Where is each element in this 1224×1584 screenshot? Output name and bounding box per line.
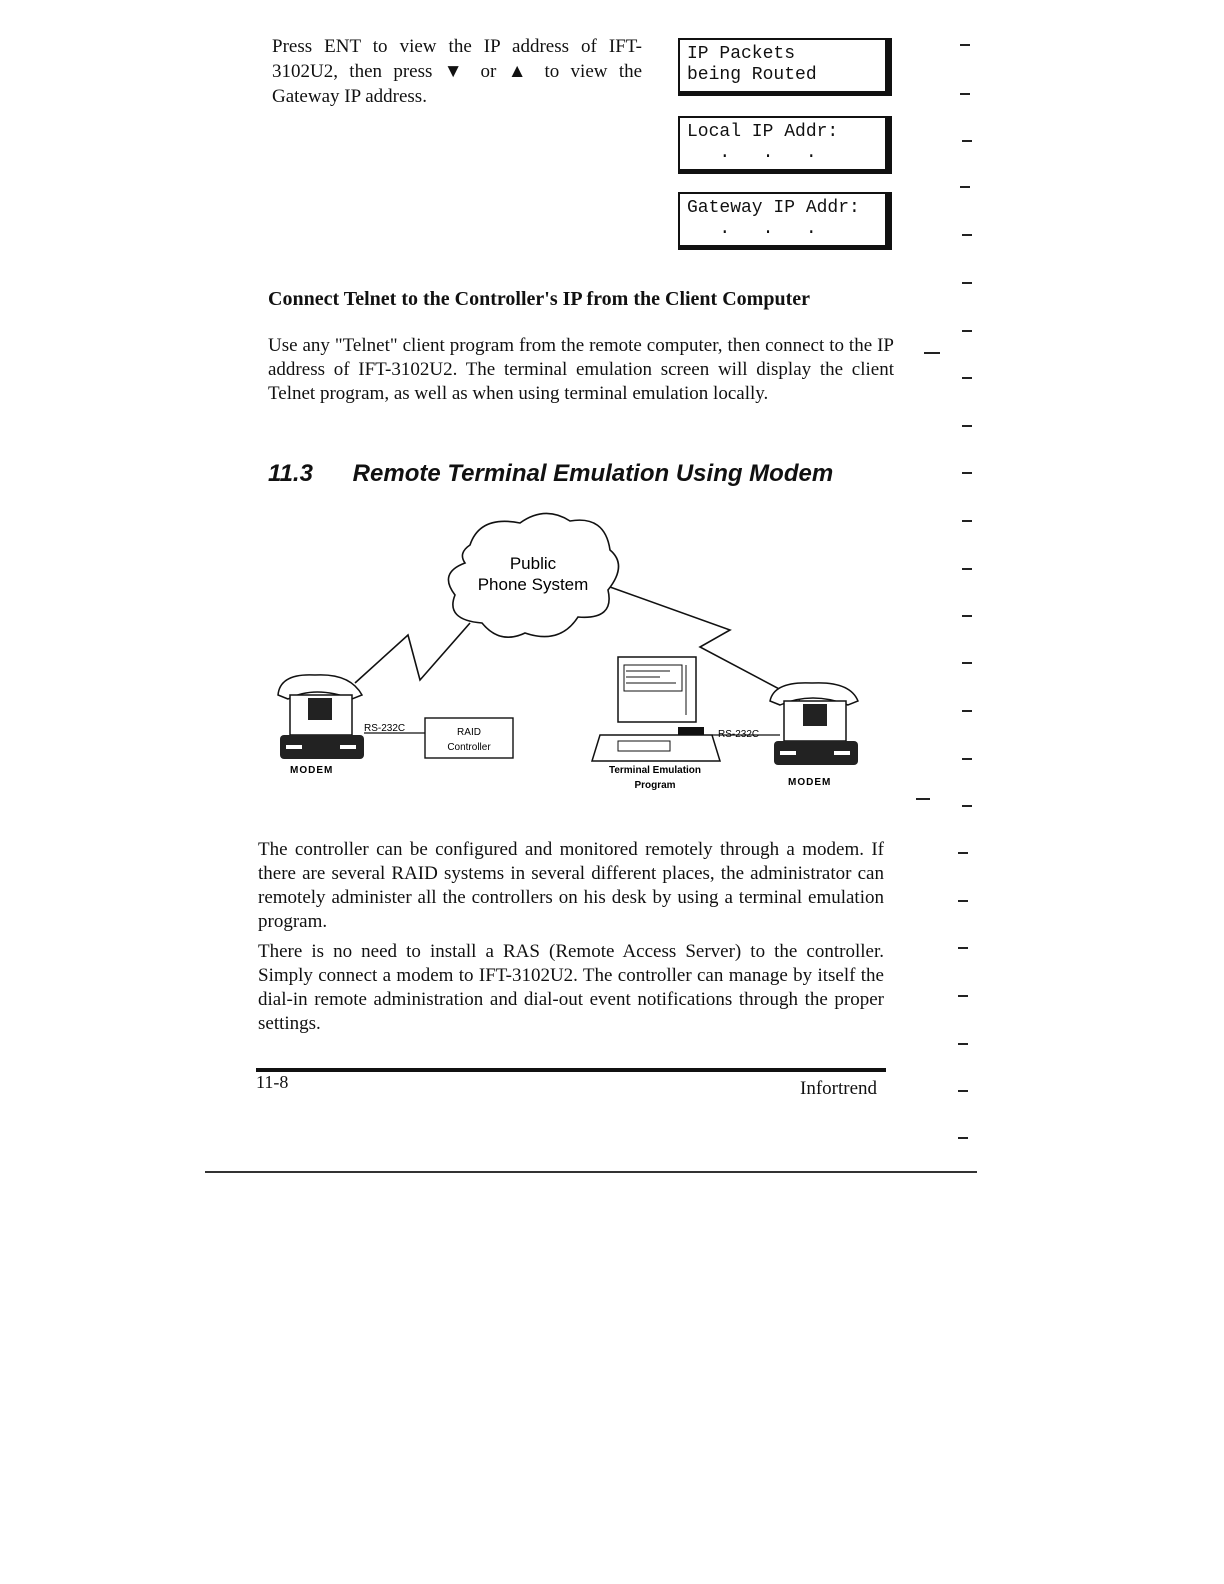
margin-tick [962,662,972,664]
cloud-label-2: Phone System [477,575,589,594]
footer-rule [256,1068,886,1072]
margin-tick [958,852,968,854]
margin-tick [958,1090,968,1092]
terminal-label-1: Terminal Emulation [608,765,702,776]
terminal-label-2: Program [634,780,676,791]
margin-tick [962,520,972,522]
network-diagram [260,505,900,805]
up-arrow-icon: ▲ [507,61,534,82]
margin-tick [962,758,972,760]
margin-tick [962,234,972,236]
paragraph-2: There is no need to install a RAS (Remote Access Server) to the controller. Simply connect a modem to IFT-3102U2. The controller can manage by itself the dial-in remote administration and dial-out event notifications through the proper settings. [258,941,884,1034]
paragraph-1: The controller can be configured and monitored remotely through a modem. If there are several RAID systems in several different places, the administrator can remotely administer all the controllers on his desk by using a terminal emulation program. [258,839,884,932]
margin-tick [958,1137,968,1139]
intro-instruction [272,34,642,109]
margin-tick [962,282,972,284]
page-number: 11-8 [256,1072,289,1092]
modem-right-icon [770,683,858,765]
rs232-left-label: RS-232C [364,723,406,734]
section-title-text: Remote Terminal Emulation Using Modem [352,460,834,487]
margin-tick [962,425,972,427]
rs232-right-label: RS-232C [718,729,760,740]
telnet-heading: Connect Telnet to the Controller's IP from the Client Computer [268,288,810,310]
cloud-label-1: Public [509,554,557,573]
margin-tick [960,93,970,95]
lcd-screen-gateway-ip [678,192,892,250]
margin-tick [958,995,968,997]
modem-right-label: MODEM [788,777,832,788]
raid-label-2: Controller [447,742,491,753]
margin-tick [962,377,972,379]
raid-label-1: RAID [457,727,481,738]
lcd-line-1: Local IP Addr: [687,122,839,142]
section-number: 11.3 [268,460,313,487]
lcd-line-1: IP Packets [687,44,796,64]
margin-tick [924,352,940,354]
phone-line-left [355,623,470,683]
intro-text-1: Press ENT to view the IP address of IFT-3102U2, then press [272,36,642,82]
lcd-screen-ip-packets [678,38,892,96]
intro-text-3: to view the Gateway IP address. [272,61,643,107]
lcd-line-2: . . . [687,219,817,239]
margin-tick [962,472,972,474]
computer-icon [592,657,720,761]
margin-tick [958,1043,968,1045]
lcd-line-2: . . . [687,143,817,163]
footer-brand: Infortrend [800,1078,878,1099]
scan-edge-rule [205,1171,977,1173]
margin-tick [958,947,968,949]
margin-tick [960,186,970,188]
telnet-paragraph: Use any "Telnet" client program from the remote computer, then connect to the IP address of IFT-3102U2. The terminal emulation screen will display the client Telnet program, as well as when using terminal emulation locally. [268,335,894,404]
margin-tick [958,900,968,902]
down-arrow-icon: ▼ [443,61,470,82]
margin-tick [962,710,972,712]
margin-tick [962,805,972,807]
modem-left-icon [278,675,364,759]
modem-left-label: MODEM [290,765,334,776]
margin-tick [916,798,930,800]
intro-text-2: or [480,61,497,82]
section-title [268,460,833,488]
margin-tick [960,44,970,46]
margin-tick [962,615,972,617]
margin-tick [962,330,972,332]
lcd-line-1: Gateway IP Addr: [687,198,860,218]
lcd-screen-local-ip [678,116,892,174]
margin-tick [962,568,972,570]
lcd-line-2: being Routed [687,65,817,85]
margin-tick [962,140,972,142]
